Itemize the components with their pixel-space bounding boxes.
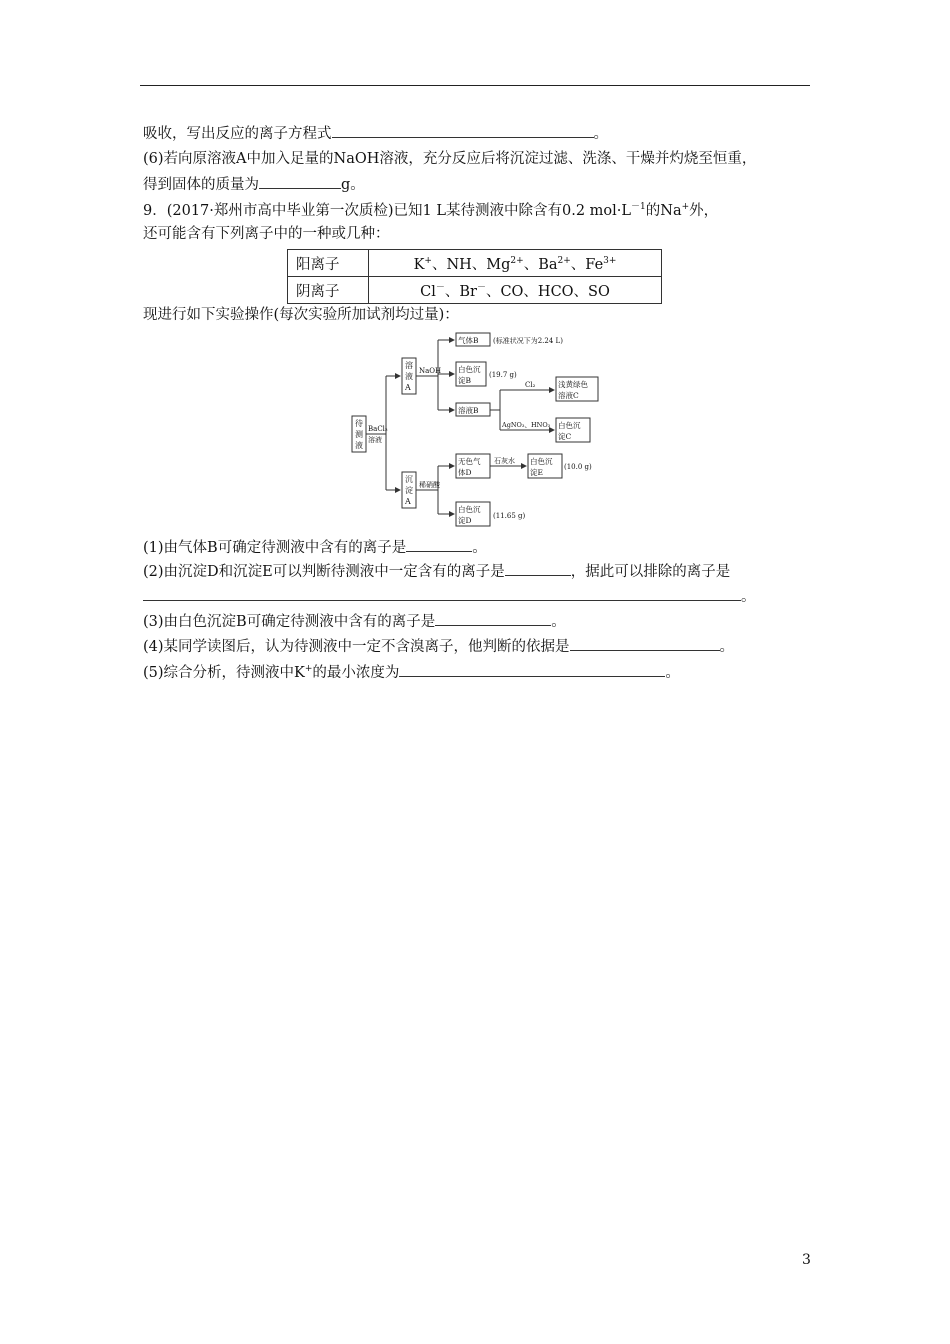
question-text: 。 <box>551 614 566 630</box>
question-text: 的最小浓度为 <box>312 665 400 681</box>
question-3 <box>143 611 566 632</box>
solution-c-label: 浅黄绿色 <box>558 380 588 389</box>
question-2-cont <box>143 586 756 607</box>
answer-blank[interactable] <box>435 611 551 626</box>
q9-intro: 现进行如下实验操作(每次实验所加试剂均过量)： <box>143 307 459 323</box>
ppt-a-label: 淀 <box>405 486 413 495</box>
anion-values <box>369 277 662 304</box>
question-4 <box>143 636 734 657</box>
ppt-c-label: 淀C <box>558 432 572 441</box>
table-row <box>288 277 662 304</box>
solution-a-label: A <box>405 383 411 392</box>
ppt-d-label: 淀D <box>458 516 472 525</box>
cont-line-3 <box>143 174 365 195</box>
question-text: 。 <box>665 665 680 681</box>
question-text: 。 <box>719 639 735 655</box>
page-number: 3 <box>802 1252 811 1268</box>
gas-b-label: 气体B <box>458 336 479 345</box>
question-text: (2)由沉淀D和沉淀E可以判断待测液中一定含有的离子是 <box>143 564 505 580</box>
ppt-a-label: 沉 <box>405 475 413 484</box>
ion: 、Fe <box>570 256 604 273</box>
ion: 、Ba <box>523 256 558 273</box>
question-text: (5)综合分析，待测液中K <box>143 665 305 681</box>
question-text: (1)由气体B可确定待测液中含有的离子是 <box>143 540 407 556</box>
gas-b-note: (标准状况下为2.24 L) <box>493 337 563 345</box>
cont-text: 得到固体的质量为 <box>143 177 259 193</box>
answer-blank[interactable] <box>505 561 571 576</box>
answer-blank[interactable] <box>406 537 472 552</box>
start-label: 液 <box>355 441 363 450</box>
reagent-limewater: 石灰水 <box>494 457 515 465</box>
ppt-c-label: 白色沉 <box>558 421 581 430</box>
question-5 <box>143 662 680 683</box>
gas-d-label: 无色气 <box>458 457 481 466</box>
answer-blank[interactable] <box>570 636 720 651</box>
ppt-d-label: 白色沉 <box>458 505 481 514</box>
solution-b-label: 溶液B <box>458 406 479 415</box>
reagent-agno3: AgNO₃、HNO₃ <box>502 421 551 429</box>
ion-charge: － <box>435 282 445 293</box>
question-text: (3)由白色沉淀B可确定待测液中含有的离子是 <box>143 614 436 630</box>
answer-blank[interactable] <box>399 662 665 677</box>
ppt-a-label: A <box>405 497 411 506</box>
ion: K <box>413 256 425 273</box>
ion: Cl <box>420 283 436 300</box>
solution-a-label: 液 <box>405 372 413 381</box>
question-text: (4)某同学读图后，认为待测液中一定不含溴离子，他判断的依据是 <box>143 639 570 655</box>
ion-charge: 3+ <box>603 255 617 266</box>
answer-blank[interactable] <box>143 586 741 601</box>
ion: 、CO、HCO、SO <box>485 283 610 300</box>
answer-blank[interactable] <box>332 123 594 138</box>
question-2 <box>143 561 730 582</box>
cont-text: 。 <box>593 126 608 142</box>
q9-text: 的Na <box>645 203 682 219</box>
ppt-b-label: 白色沉 <box>458 365 481 374</box>
ppt-d-mass: (11.65 g) <box>493 512 526 520</box>
answer-blank[interactable] <box>259 174 341 189</box>
q9-sup: + <box>681 202 690 213</box>
reagent-bacl2: BaCl₂ <box>368 425 388 433</box>
cont-line-2: (6)若向原溶液A中加入足量的NaOH溶液，充分反应后将沉淀过滤、洗涤、干燥并灼烧至恒重， <box>143 151 757 167</box>
q9-sup: －1 <box>631 202 646 213</box>
table-row <box>288 250 662 277</box>
question-text: ，据此可以排除的离子是 <box>570 564 731 580</box>
header-rule <box>140 85 810 86</box>
ppt-b-mass: (19.7 g) <box>489 371 517 379</box>
ppt-e-label: 淀E <box>530 468 543 477</box>
q9-text: 9．(2017·郑州市高中毕业第一次质检)已知1 L某待测液中除含有0.2 mol·L <box>143 203 632 219</box>
ion: 、Br <box>444 283 477 300</box>
reagent-bacl2-solution: 溶液 <box>368 436 382 444</box>
cont-line-1 <box>143 123 608 144</box>
ion-charge: 2+ <box>510 255 524 266</box>
cont-text: g。 <box>341 177 365 193</box>
gas-d-label: 体D <box>458 468 472 477</box>
ion-charge: 2+ <box>557 255 571 266</box>
experiment-flowchart <box>340 330 600 530</box>
cation-label: 阳离子 <box>288 250 369 277</box>
solution-a-label: 溶 <box>405 361 413 370</box>
q9-text: 外， <box>689 203 719 219</box>
reagent-cl2: Cl₂ <box>525 381 536 389</box>
solution-c-label: 溶液C <box>558 391 579 400</box>
ion-charge: + <box>304 664 313 675</box>
anion-label: 阴离子 <box>288 277 369 304</box>
question-1 <box>143 537 487 558</box>
start-label: 待 <box>355 419 363 428</box>
start-label: 测 <box>355 430 363 439</box>
ion-table <box>287 249 662 304</box>
q9-line-2: 还可能含有下列离子中的一种或几种： <box>143 226 390 242</box>
ion-charge: + <box>424 255 432 266</box>
ion-charge: － <box>476 282 486 293</box>
reagent-hno3: 稀硝酸 <box>419 481 440 489</box>
question-text: 。 <box>472 540 487 556</box>
reagent-naoh: NaOH <box>419 367 442 375</box>
q9-line-1 <box>143 201 718 221</box>
question-text: 。 <box>741 589 756 605</box>
ion: 、NH、Mg <box>431 256 511 273</box>
ppt-b-label: 淀B <box>458 376 472 385</box>
ppt-e-mass: (10.0 g) <box>564 463 592 471</box>
cation-values <box>369 250 662 277</box>
ppt-e-label: 白色沉 <box>530 457 553 466</box>
cont-text: 吸收，写出反应的离子方程式 <box>143 126 332 142</box>
